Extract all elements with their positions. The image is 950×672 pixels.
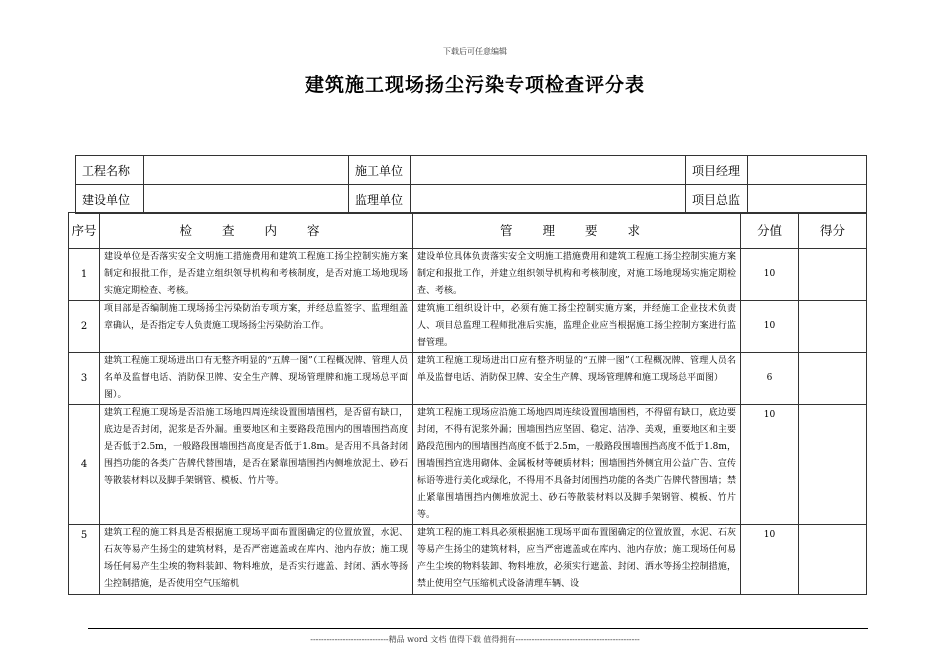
row-content: 建筑工程施工现场进出口有无整齐明显的“五牌一图”（工程概况牌、管理人员名单及监督电话、消防保卫牌、安全生产牌、现场管理牌和施工现场总平面图）。 xyxy=(100,353,413,405)
project-manager-field[interactable] xyxy=(748,156,867,185)
row-score-field[interactable] xyxy=(799,525,867,595)
table-row xyxy=(69,353,867,405)
row-score-field[interactable] xyxy=(799,405,867,525)
row-requirement: 建筑工程施工现场进出口应有整齐明显的“五牌一图”（工程概况牌、管理人员名单及监督电话、消防保卫牌、安全生产牌、现场管理牌和施工现场总平面图） xyxy=(413,353,741,405)
inspection-table xyxy=(68,212,867,595)
developer-field[interactable] xyxy=(144,185,349,214)
page-title: 建筑施工现场扬尘污染专项检查评分表 xyxy=(304,74,645,96)
supervision-unit-field[interactable] xyxy=(411,185,686,214)
col-no-header: 序号 xyxy=(69,213,100,249)
header-note: 下载后可任意编辑 xyxy=(443,47,507,56)
row-content: 建筑工程施工现场是否沿施工场地四周连续设置围墙围档，是否留有缺口，底边是否封闭，泥浆是否外漏。重要地区和主要路段范围内的围墙围挡高度是否低于2.5m，一般路段围墙围挡高度是否低于1.8m。是否用不具备封闭围挡功能的各类广告牌代替围墙，是否在紧靠围墙围挡内侧堆放泥土、砂石等散装材料以及脚手架钢管、模板、竹片等。 xyxy=(100,405,413,525)
supervision-unit-label: 监理单位 xyxy=(349,185,411,214)
info-row-1 xyxy=(76,156,867,185)
row-requirement: 建设单位具体负责落实安全文明施工措施费用和建筑工程施工扬尘控制实施方案制定和报批工作，并建立组织领导机构和考核制度，对施工场地现场实施定期检查、考核。 xyxy=(413,249,741,301)
row-score-value: 10 xyxy=(741,405,799,525)
table-row xyxy=(69,249,867,301)
row-requirement: 建筑工程施工现场应沿施工场地四周连续设置围墙围档，不得留有缺口，底边要封闭，不得有泥浆外漏；围墙围挡应坚固、稳定、洁净、美观，重要地区和主要路段范围内的围墙围挡高度不低于2.5m，一般路段围墙围挡高度不低于1.8m，围墙围挡宜选用砌体、金属板材等硬质材料；围墙围挡外侧宜用公益广告、宣传标语等进行美化或绿化，不得用不具备封闭围挡功能的各类广告牌代替围墙；禁止紧靠围墙围挡内侧堆放泥土、砂石等散装材料以及脚手架钢管、模板、竹片等。 xyxy=(413,405,741,525)
footer-divider xyxy=(88,628,868,629)
table-row xyxy=(69,405,867,525)
developer-label: 建设单位 xyxy=(76,185,144,214)
row-score-value: 10 xyxy=(741,249,799,301)
project-manager-label: 项目经理 xyxy=(686,156,748,185)
construction-unit-label: 施工单位 xyxy=(349,156,411,185)
col-content-header: 检 查 内 容 xyxy=(100,213,413,249)
row-score-value: 10 xyxy=(741,301,799,353)
row-content: 项目部是否编制施工现场扬尘污染防治专项方案，并经总监签字、监理组盖章确认，是否指定专人负责施工现场扬尘污染防治工作。 xyxy=(100,301,413,353)
row-number: 5 xyxy=(69,525,100,595)
row-number: 3 xyxy=(69,353,100,405)
project-info-table xyxy=(75,155,867,214)
table-row xyxy=(69,525,867,595)
row-score-field[interactable] xyxy=(799,249,867,301)
col-score-value-header: 分值 xyxy=(741,213,799,249)
info-row-2 xyxy=(76,185,867,214)
construction-unit-field[interactable] xyxy=(411,156,686,185)
row-score-value: 10 xyxy=(741,525,799,595)
row-requirement-cell xyxy=(413,525,741,595)
row-number: 2 xyxy=(69,301,100,353)
row-requirement: 建筑工程的施工料具必须根据施工现场平面布置图确定的位置放置，水泥、石灰等易产生扬尘的建筑材料，应当严密遮盖或在库内、池内存放；施工现场任何易产生尘埃的物料装卸、物料堆放，必须实行遮盖、封闭、洒水等扬尘控制措施，禁止使用空气压缩机式设备清理车辆、设 xyxy=(417,528,736,589)
footer-note: -----------------------------精品 word 文档 值得下载 值得拥有---------------------------------------------- xyxy=(310,635,640,644)
row-number: 1 xyxy=(69,249,100,301)
row-score-field[interactable] xyxy=(799,353,867,405)
row-content: 建筑工程的施工料具是否根据施工现场平面布置图确定的位置放置，水泥、石灰等易产生扬尘的建筑材料，是否严密遮盖或在库内、池内存放；施工现场任何易产生尘埃的物料装卸、物料堆放，是否实行遮盖、封闭、洒水等扬尘控制措施，是否使用空气压缩机 xyxy=(104,528,408,589)
chief-supervisor-label: 项目总监 xyxy=(686,185,748,214)
project-name-label: 工程名称 xyxy=(76,156,144,185)
col-score-got-header: 得分 xyxy=(799,213,867,249)
row-score-field[interactable] xyxy=(799,301,867,353)
table-row xyxy=(69,301,867,353)
column-header-row xyxy=(69,213,867,249)
row-number: 4 xyxy=(69,405,100,525)
col-requirement-header: 管 理 要 求 xyxy=(413,213,741,249)
project-name-field[interactable] xyxy=(144,156,349,185)
row-content: 建设单位是否落实安全文明施工措施费用和建筑工程施工扬尘控制实施方案制定和报批工作，是否建立组织领导机构和考核制度，是否对施工场地现场实施定期检查、考核。 xyxy=(100,249,413,301)
row-score-value: 6 xyxy=(741,353,799,405)
row-content-cell xyxy=(100,525,413,595)
row-requirement: 建筑施工组织设计中，必须有施工扬尘控制实施方案，并经施工企业技术负责人、项目总监理工程师批准后实施，监理企业应当根据施工扬尘控制方案进行监督管理。 xyxy=(413,301,741,353)
chief-supervisor-field[interactable] xyxy=(748,185,867,214)
